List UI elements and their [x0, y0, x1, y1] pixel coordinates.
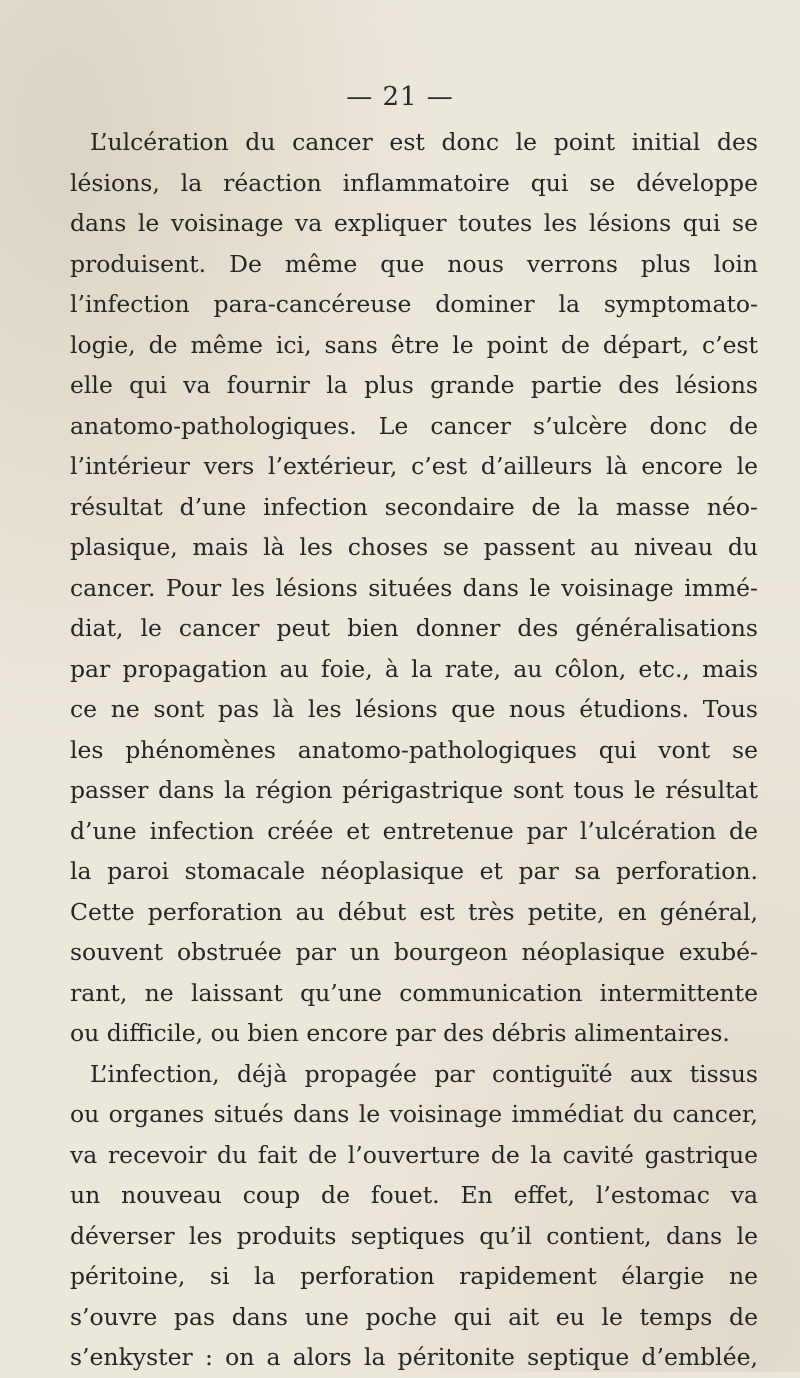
text-line: produisent. De même que nous verrons plus loin — [70, 249, 758, 278]
text-line: lésions, la réaction inflammatoire qui se développe — [70, 168, 758, 197]
text-line: passer dans la région périgastrique sont tous le résultat — [70, 776, 758, 804]
text-line: ce ne sont pas là les lésions que nous étudions. Tous — [70, 695, 758, 723]
text-line: un nouveau coup de fouet. En effet, l’estomac va — [70, 1181, 758, 1209]
text-line: résultat d’une infection secondaire de la masse néo- — [70, 492, 758, 521]
text-line: anatomo-pathologiques. Le cancer s’ulcère donc de — [70, 411, 758, 440]
text-line: elle qui va fournir la plus grande partie des lésions — [70, 371, 758, 399]
text-line: rant, ne laissant qu’une communication intermittente — [70, 978, 758, 1007]
text-line: cancer. Pour les lésions situées dans le voisinage immé- — [70, 573, 758, 602]
text-line: les phénomènes anatomo-pathologiques qui vont se — [70, 735, 758, 764]
text-line: L’ulcération du cancer est donc le point initial des — [90, 128, 758, 156]
text-line: ou organes situés dans le voisinage immédiat du cancer, — [70, 1100, 758, 1128]
text-line: souvent obstruée par un bourgeon néoplasique exubé- — [70, 938, 758, 966]
text-line: péritoine, si la perforation rapidement élargie ne — [70, 1262, 758, 1290]
text-line: l’intérieur vers l’extérieur, c’est d’ailleurs là encore le — [70, 452, 758, 480]
body-text — [70, 122, 758, 1378]
text-line: déverser les produits septiques qu’il contient, dans le — [70, 1221, 758, 1250]
text-line: l’infection para-cancéreuse dominer la symptomato- — [70, 290, 758, 318]
text-line: d’une infection créée et entretenue par l’ulcération de — [70, 816, 758, 845]
text-line: s’enkyster : on a alors la péritonite septique d’emblée, — [70, 1343, 758, 1371]
text-line: par propagation au foie, à la rate, au côlon, etc., mais — [70, 654, 758, 683]
text-line: logie, de même ici, sans être le point de départ, c’est — [70, 330, 758, 359]
text-line: la paroi stomacale néoplasique et par sa perforation. — [70, 857, 758, 885]
page-number: — 21 — — [346, 82, 454, 112]
text-line: Cette perforation au début est très petite, en général, — [70, 897, 758, 926]
text-line: plasique, mais là les choses se passent au niveau du — [70, 533, 758, 561]
text-line: diat, le cancer peut bien donner des généralisations — [70, 614, 758, 642]
text-line: va recevoir du fait de l’ouverture de la cavité gastrique — [70, 1140, 758, 1169]
text-line: L’infection, déjà propagée par contiguïté aux tissus — [90, 1059, 758, 1088]
text-line: s’ouvre pas dans une poche qui ait eu le temps de — [70, 1302, 758, 1331]
text-line: dans le voisinage va expliquer toutes les lésions qui se — [70, 209, 758, 237]
text-line: ou difficile, ou bien encore par des débris alimentaires. — [70, 1019, 730, 1047]
